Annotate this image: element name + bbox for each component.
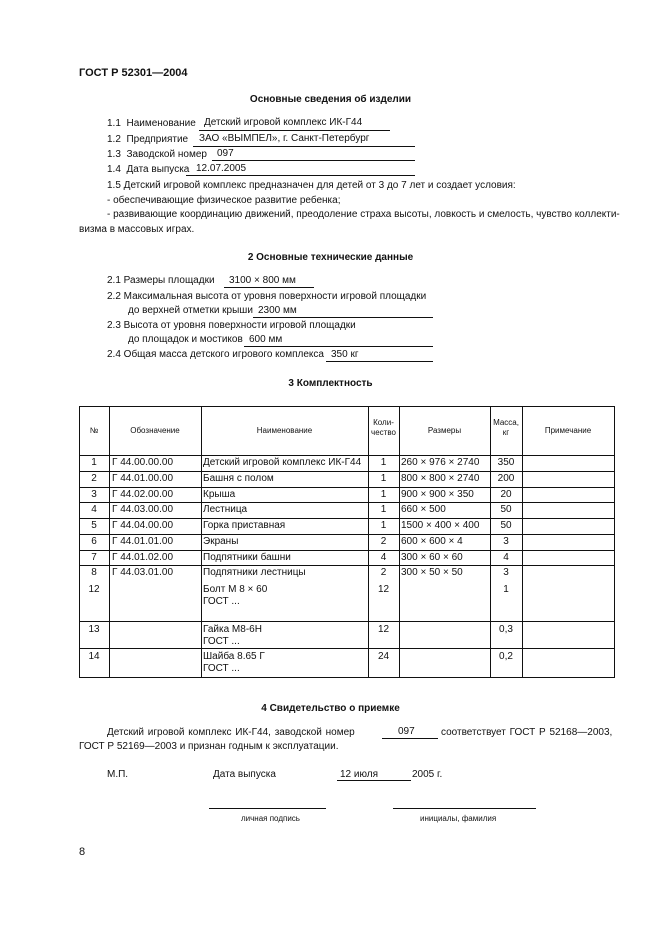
signature-line	[209, 808, 326, 809]
table-cell-mass: 0,3	[499, 624, 513, 635]
table-cell-quantity: 1	[380, 520, 387, 531]
table-cell-quantity: 2	[380, 535, 387, 547]
table-cell-mass: 0,2	[499, 651, 513, 662]
table-cell-code: Г 44.03.00.00	[112, 504, 174, 516]
table-cell-size: 900 × 900 × 350	[401, 488, 474, 500]
bullet-physical: - обеспечивающие физическое развитие ребенка;	[107, 195, 341, 206]
table-cell-mass: 3	[503, 535, 509, 547]
item-1-2-underline	[193, 146, 415, 147]
table-row-separator	[79, 502, 614, 503]
table-column-line	[201, 406, 202, 678]
table-column-line	[399, 406, 400, 678]
paragraph-1-5: 1.5 Детский игровой комплекс предназначен для детей от 3 до 7 лет и создает условия:	[107, 180, 516, 191]
table-row-separator	[79, 648, 614, 649]
item-1-4-value: 12.07.2005	[196, 163, 247, 174]
table-header-cell: №	[89, 426, 99, 435]
item-2-2-line2: до верхней отметки крыши	[128, 305, 253, 316]
certificate-text-part2: соответствует ГОСТ Р 52168—2003,	[441, 727, 613, 738]
table-header-cell: Масса, кг	[493, 418, 519, 437]
table-column-line	[522, 406, 523, 678]
certificate-text-part1: Детский игровой комплекс ИК-Г44, заводской номер	[107, 727, 355, 738]
section3-title: 3 Комплектность	[288, 378, 373, 389]
item-2-4-value: 350 кг	[331, 349, 359, 360]
table-cell-quantity: 4	[380, 551, 387, 563]
table-row-separator	[79, 565, 614, 566]
item-2-1-value: 3100 × 800 мм	[229, 275, 296, 286]
item-2-2-value: 2300 мм	[258, 305, 297, 316]
item-1-1-label: 1.1 Наименование	[107, 118, 196, 129]
table-header-cell: Наименование	[256, 426, 313, 435]
item-2-3-line2: до площадок и мостиков	[128, 334, 243, 345]
table-cell-name: Подпятники лестницы	[203, 567, 306, 579]
table-row-separator	[79, 518, 614, 519]
table-cell-name-standard: ГОСТ ...	[203, 663, 240, 674]
page-number: 8	[79, 846, 86, 858]
table-row-separator	[79, 550, 614, 551]
table-cell-name: Лестница	[203, 504, 248, 516]
table-header-cell: Размеры	[427, 426, 462, 435]
section4-title: 4 Свидетельство о приемке	[261, 703, 400, 714]
bullet-coordination: - развивающие координацию движений, преодоление страха высоты, ловкость и смелость, чувство коллекти-	[107, 209, 620, 220]
certificate-serial-underline	[382, 738, 438, 739]
table-cell-size: 300 × 60 × 60	[401, 551, 463, 563]
table-cell-number: 13	[88, 624, 100, 635]
date-day-underline	[337, 780, 411, 781]
table-cell-quantity: 1	[380, 472, 387, 484]
table-cell-quantity: 12	[377, 584, 390, 595]
table-cell-size: 1500 × 400 × 400	[401, 520, 480, 531]
stamp-placeholder: М.П.	[107, 769, 129, 780]
table-cell-quantity: 1	[380, 488, 387, 500]
table-cell-size: 660 × 500	[401, 504, 446, 516]
table-header-cell: Примечание	[544, 426, 592, 435]
table-column-line	[614, 406, 615, 678]
certificate-text-line2: ГОСТ Р 52169—2003 и признан годным к эксплуатации.	[79, 741, 339, 752]
item-1-3-label: 1.3 Заводской номер	[107, 149, 207, 160]
item-1-3-value: 097	[217, 148, 234, 159]
table-cell-number: 1	[91, 457, 97, 468]
item-2-2-underline	[253, 317, 433, 318]
table-cell-name: Шайба 8.65 Г	[203, 651, 265, 662]
table-cell-name: Подпятники башни	[203, 551, 291, 563]
table-border-bottom	[79, 677, 614, 678]
table-cell-size: 800 × 800 × 2740	[401, 472, 480, 484]
section1-title: Основные сведения об изделии	[249, 94, 412, 105]
table-cell-quantity: 12	[377, 624, 390, 635]
table-cell-name: Экраны	[203, 535, 239, 547]
certificate-serial: 097	[398, 726, 415, 737]
table-cell-code: Г 44.01.01.00	[112, 535, 174, 547]
table-cell-size: 300 × 50 × 50	[401, 567, 463, 579]
table-cell-number: 12	[88, 584, 100, 595]
table-cell-number: 14	[88, 651, 100, 662]
table-cell-name: Горка приставная	[203, 520, 286, 531]
item-2-3-underline	[244, 346, 433, 347]
table-cell-quantity: 2	[380, 567, 387, 579]
table-cell-code: Г 44.01.00.00	[112, 472, 174, 484]
item-2-3-line1: 2.3 Высота от уровня поверхности игровой площадки	[107, 320, 356, 331]
item-1-4-label: 1.4 Дата выпуска	[107, 164, 190, 175]
item-2-1-underline	[224, 287, 314, 288]
table-row-separator	[79, 487, 614, 488]
table-row-separator	[79, 534, 614, 535]
item-2-4-label: 2.4 Общая масса детского игрового комплекса	[107, 349, 324, 360]
item-2-2-line1: 2.2 Максимальная высота от уровня поверхности игровой площадки	[107, 291, 427, 302]
table-cell-code: Г 44.01.02.00	[112, 551, 174, 563]
table-cell-number: 8	[91, 567, 97, 579]
bullet-coordination-cont: визма в массовых играх.	[79, 224, 195, 235]
item-2-3-value: 600 мм	[249, 334, 283, 345]
table-border-top	[79, 406, 614, 407]
table-cell-size: 600 × 600 × 4	[401, 535, 463, 547]
table-cell-mass: 4	[503, 551, 509, 563]
item-1-1-value: Детский игровой комплекс ИК-Г44	[204, 117, 363, 128]
table-cell-number: 3	[91, 488, 97, 500]
table-cell-quantity: 1	[380, 457, 387, 468]
table-cell-mass: 50	[500, 520, 512, 531]
table-cell-number: 5	[91, 520, 97, 531]
signature-caption: личная подпись	[241, 814, 300, 823]
table-cell-quantity: 1	[380, 504, 387, 516]
date-label: Дата выпуска	[213, 769, 276, 780]
table-row-separator	[79, 471, 614, 472]
table-header-separator	[79, 455, 614, 456]
table-cell-name: Детский игровой комплекс ИК-Г44	[203, 457, 362, 468]
table-cell-code: Г 44.04.00.00	[112, 520, 174, 531]
table-cell-name: Гайка М8-6Н	[203, 624, 262, 635]
table-cell-name: Крыша	[203, 488, 236, 500]
table-cell-number: 2	[91, 472, 97, 484]
table-cell-mass: 3	[503, 567, 509, 579]
table-cell-name-standard: ГОСТ ...	[203, 636, 240, 647]
table-cell-name: Башня с полом	[203, 472, 274, 484]
name-caption: инициалы, фамилия	[420, 814, 497, 823]
item-2-1-label: 2.1 Размеры площадки	[107, 275, 215, 286]
table-cell-number: 4	[91, 504, 97, 516]
table-cell-mass: 20	[500, 488, 512, 500]
table-cell-mass: 50	[500, 504, 512, 516]
table-cell-name-standard: ГОСТ ...	[203, 596, 240, 607]
table-cell-code: Г 44.03.01.00	[112, 567, 174, 579]
item-1-2-value: ЗАО «ВЫМПЕЛ», г. Санкт-Петербург	[199, 133, 370, 144]
item-1-4-underline	[186, 175, 415, 176]
item-1-2-label: 1.2 Предприятие	[107, 134, 189, 145]
table-cell-size: 260 × 976 × 2740	[401, 457, 480, 468]
table-cell-code: Г 44.02.00.00	[112, 488, 174, 500]
table-cell-mass: 1	[503, 584, 509, 595]
table-header-cell: Обозначение	[130, 426, 180, 435]
table-cell-mass: 350	[497, 457, 515, 468]
date-day: 12 июля	[340, 769, 379, 780]
table-row-separator	[79, 621, 614, 622]
table-cell-name: Болт М 8 × 60	[203, 584, 268, 595]
item-1-1-underline	[199, 130, 390, 131]
date-year: 2005 г.	[412, 769, 443, 780]
item-2-4-underline	[326, 361, 433, 362]
table-cell-number: 7	[91, 551, 97, 563]
item-1-3-underline	[212, 160, 415, 161]
name-line	[393, 808, 536, 809]
table-column-line	[109, 406, 110, 678]
table-cell-mass: 200	[497, 472, 515, 484]
table-header-cell: Коли- чество	[371, 418, 396, 437]
section2-title: 2 Основные технические данные	[247, 252, 414, 263]
document-code: ГОСТ Р 52301—2004	[79, 67, 188, 79]
table-cell-number: 6	[91, 535, 97, 547]
table-cell-code: Г 44.00.00.00	[112, 457, 174, 468]
table-cell-quantity: 24	[377, 651, 390, 662]
